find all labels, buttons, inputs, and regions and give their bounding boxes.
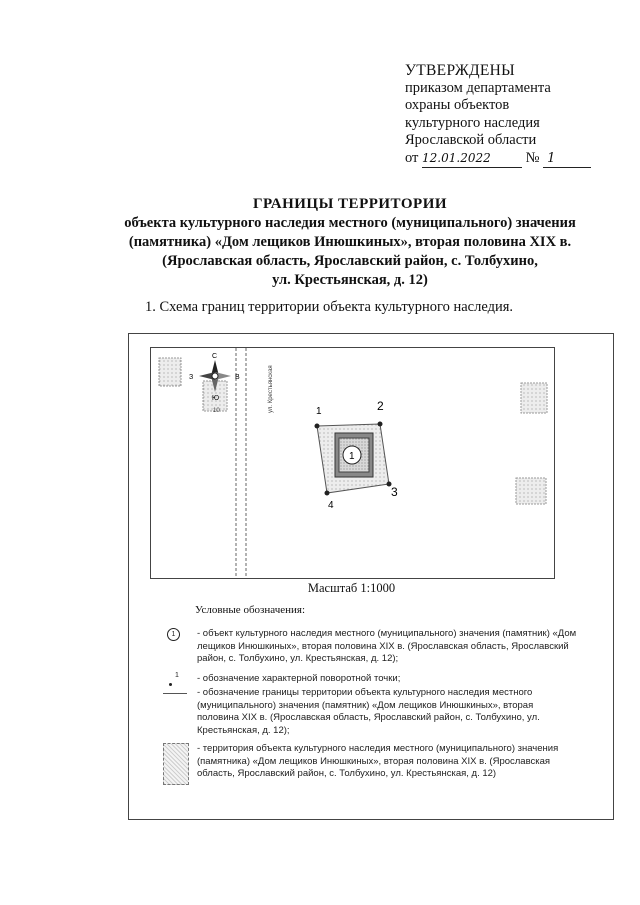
object-marker-legend-icon: 1 — [167, 628, 180, 641]
object-marker-label: 1 — [349, 451, 355, 462]
scale-label: Масштаб 1:1000 — [307, 581, 396, 595]
neighbour-plot — [521, 383, 547, 413]
legend-boundary-text: - обозначение границы территории объекта культурного наследия местного (муниципального) значения (памятник) «Дом лещиков Инюшкиных», вторая половина XIX в. (Ярославская область, Ярославский район, с. Толбухино, ул. Крестьянская, д. 12); — [197, 687, 540, 736]
territory-legend-icon — [163, 743, 189, 785]
point-legend-icon — [169, 683, 172, 686]
point-marker — [325, 491, 330, 496]
title-line-3: (памятника) «Дом лещиков Инюшкиных», вторая половина XIX в. — [128, 234, 572, 250]
approval-heading: УТВЕРЖДЕНЫ — [405, 62, 515, 79]
number-sign: № — [525, 149, 540, 166]
boundary-legend-icon — [163, 693, 187, 694]
compass-west: З — [189, 374, 194, 381]
neighbour-plot — [159, 358, 181, 386]
title-line-2: объекта культурного наследия местного (муниципального) значения — [124, 215, 576, 231]
compass-east: В — [235, 374, 240, 381]
neighbour-plot — [516, 478, 546, 504]
title-line-1: ГРАНИЦЫ ТЕРРИТОРИИ — [252, 196, 448, 212]
approval-date-line — [405, 150, 620, 169]
point-marker — [315, 424, 320, 429]
legend-territory-text: - территория объекта культурного наследия местного (муниципального) значения (памятника) «Дом лещиков Инюшкиных», вторая половина XIX в. (Ярославская область, Ярославский район, с. Толбухино, ул. Крестьянская, д. 12) — [197, 743, 559, 779]
map-svg — [151, 348, 554, 578]
document-title — [90, 195, 610, 290]
compass-south: Ю — [212, 395, 220, 402]
point-label-3: 3 — [391, 485, 398, 499]
house-number: 10 — [213, 408, 220, 414]
approval-line-4: Ярославской области — [405, 132, 537, 148]
street-label: ул. Крестьянская — [268, 365, 274, 413]
point-label-4: 4 — [328, 500, 334, 511]
title-line-4: (Ярославская область, Ярославский район, с. Толбухино, — [162, 253, 538, 269]
point-legend-number: 1 — [175, 672, 179, 679]
legend-object-text: - объект культурного наследия местного (муниципального) значения (памятник) «Дом лещиков Инюшкиных», вторая половина XIX в. (Ярославская область, Ярославский район, с. Толбухино, ул. Крестьянская, д. 12); — [197, 628, 577, 664]
approval-line-2: охраны объектов — [405, 97, 510, 113]
handwritten-number: 1 — [543, 150, 591, 169]
legend-title: Условные обозначения: — [195, 604, 306, 616]
approval-line-1: приказом департамента — [405, 79, 551, 96]
date-prefix: от — [405, 149, 419, 166]
point-label-2: 2 — [377, 399, 384, 413]
compass-north: С — [212, 353, 218, 360]
handwritten-date: 12.01.2022 — [422, 150, 522, 169]
compass-icon — [189, 353, 240, 402]
approval-line-3: культурного наследия — [405, 114, 540, 131]
approval-block — [405, 62, 620, 168]
legend-point-text: - обозначение характерной поворотной точки; — [197, 673, 401, 684]
schema-heading: 1. Схема границ территории объекта культурного наследия. — [145, 299, 514, 315]
boundary-map — [150, 347, 555, 579]
point-marker — [378, 422, 383, 427]
point-label-1: 1 — [316, 406, 322, 417]
title-line-5: ул. Крестьянская, д. 12) — [272, 272, 428, 288]
